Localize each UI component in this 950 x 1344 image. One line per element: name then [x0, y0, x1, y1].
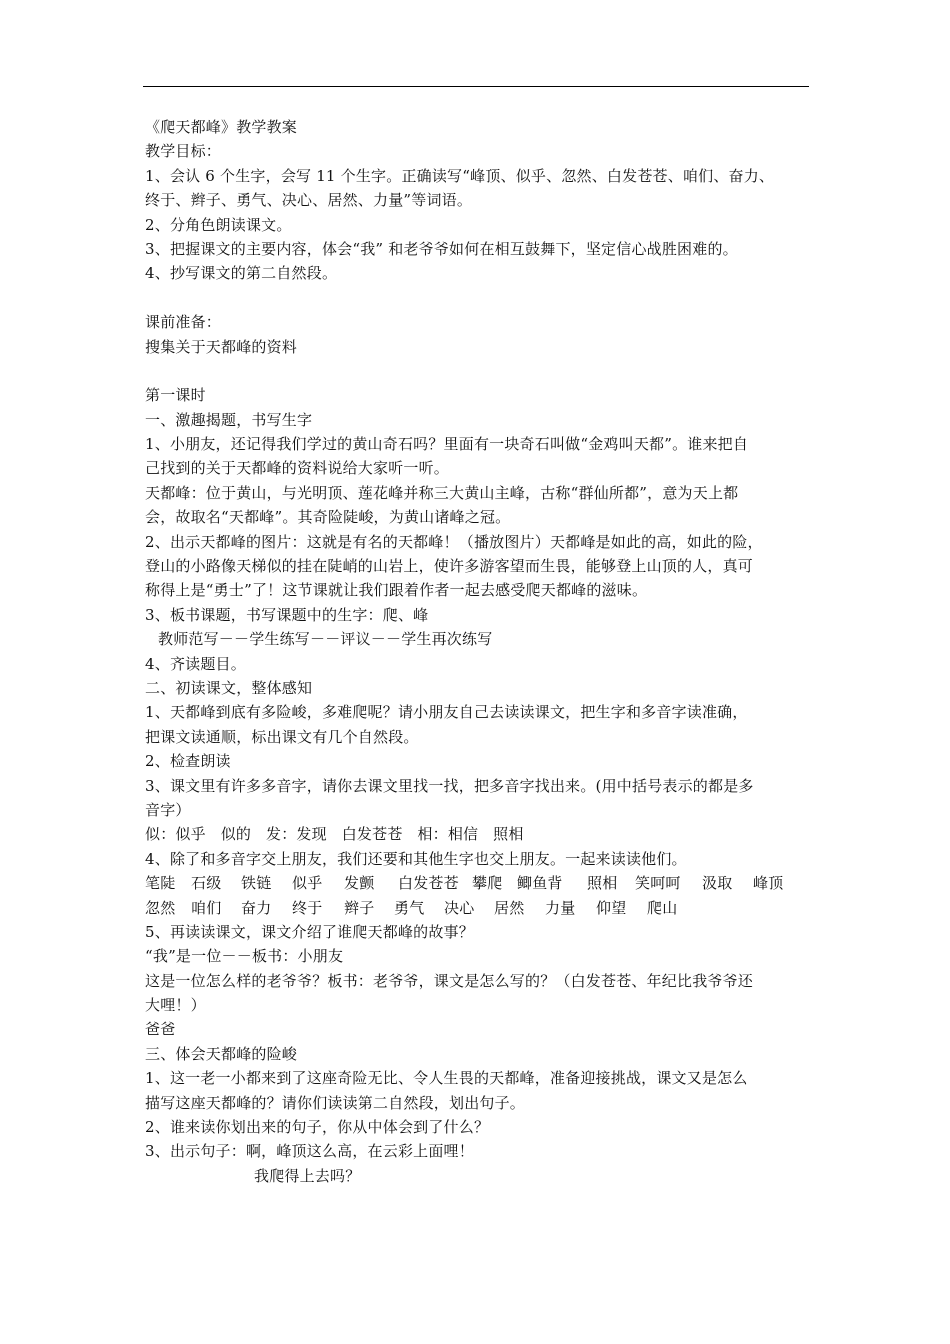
word-item: 爬山 — [647, 898, 678, 917]
word-item: 照相 — [587, 874, 618, 893]
s2-para-1-line-1: 1、天都峰到底有多险峻，多难爬呢？请小朋友自己去读读课文，把生字和多音字读准确， — [145, 703, 748, 722]
s2-para-5: 5、再读读课文，课文介绍了谁爬天都峰的故事？ — [145, 922, 474, 941]
s1-para-2-line-2: 会，故取名“天都峰”。其奇险陡峻，为黄山诸峰之冠。 — [145, 508, 511, 527]
word-item: 忽然 — [145, 898, 176, 917]
word-item: 勇气 — [394, 898, 425, 917]
goals-heading: 教学目标： — [145, 142, 222, 161]
s2-para-2: 2、检查朗读 — [145, 752, 231, 771]
word-item: 白发苍苍 — [398, 874, 459, 893]
s2-para-3-line-1: 3、课文里有许多多音字，请你去课文里找一找，把多音字找出来。(用中括号表示的都是多 — [145, 776, 754, 795]
s1-para-3-line-2: 登山的小路像天梯似的挂在陡峭的山岩上，使许多游客望而生畏，能够登上山顶的人，真可 — [145, 557, 754, 576]
blank-line — [145, 359, 809, 383]
word-item: 峰顶 — [753, 874, 784, 893]
word-item: 决心 — [444, 898, 475, 917]
word-item: 汲取 — [702, 874, 733, 893]
goal-3: 3、把握课文的主要内容，体会“我” 和老爷爷如何在相互鼓舞下，坚定信心战胜困难的。 — [145, 239, 738, 258]
word-item: 辫子 — [344, 898, 375, 917]
word-item: 发颤 — [344, 874, 375, 893]
s2-para-5-b-line-1: 这是一位怎么样的老爷爷？板书：老爷爷，课文是怎么写的？（白发苍苍、年纪比我爷爷还 — [145, 971, 754, 990]
s3-para-3: 3、出示句子：啊，峰顶这么高，在云彩上面哩！ — [145, 1142, 474, 1161]
polyphone-list: 似：似乎 似的 发：发现 白发苍苍 相：相信 照相 — [145, 825, 524, 844]
section-1-heading: 一、激趣揭题，书写生字 — [145, 410, 313, 429]
s1-para-3-line-1: 2、出示天都峰的图片：这就是有名的天都峰！（播放图片）天都峰是如此的高，如此的险， — [145, 532, 763, 551]
s2-para-5-c: 爸爸 — [145, 1020, 176, 1039]
s1-para-1-line-1: 1、小朋友，还记得我们学过的黄山奇石吗？里面有一块奇石叫做“金鸡叫天都”。谁来把自 — [145, 435, 749, 454]
document-body — [145, 115, 809, 1188]
header-rule — [143, 86, 809, 87]
s3-para-3-sub: 我爬得上去吗？ — [254, 1166, 361, 1185]
word-item: 奋力 — [241, 898, 272, 917]
word-item: 仰望 — [596, 898, 627, 917]
goal-1-line-2: 终于、辫子、勇气、决心、居然、力量”等词语。 — [145, 191, 473, 210]
blank-line — [145, 286, 809, 310]
word-item: 笑呵呵 — [635, 874, 681, 893]
s3-para-1-line-2: 描写这座天都峰的？请你们读读第二自然段，划出句子。 — [145, 1093, 526, 1112]
section-2-heading: 二、初读课文，整体感知 — [145, 678, 313, 697]
s2-para-5-b-line-2: 大哩！） — [145, 996, 206, 1015]
s1-para-3-line-3: 称得上是“勇士”了！这节课就让我们跟着作者一起去感受爬天都峰的滋味。 — [145, 581, 648, 600]
s2-para-4: 4、除了和多音字交上朋友，我们还要和其他生字也交上朋友。一起来读读他们。 — [145, 849, 687, 868]
document-title: 《爬天都峰》教学教案 — [145, 118, 298, 136]
word-item: 居然 — [494, 898, 525, 917]
s1-para-4-sub: 教师范写－－学生练写－－评议－－学生再次练写 — [158, 630, 493, 649]
word-item: 鲫鱼背 — [517, 874, 563, 893]
word-item: 咱们 — [191, 898, 222, 917]
word-item: 铁链 — [241, 874, 272, 893]
s1-para-1-line-2: 己找到的关于天都峰的资料说给大家听一听。 — [145, 459, 450, 478]
word-item: 笔陡 — [145, 874, 176, 893]
section-3-heading: 三、体会天都峰的险峻 — [145, 1044, 298, 1063]
s2-para-1-line-2: 把课文读通顺，标出课文有几个自然段。 — [145, 727, 419, 746]
lesson-heading: 第一课时 — [145, 386, 206, 405]
s2-para-5-a: “我”是一位－－板书：小朋友 — [145, 947, 344, 966]
word-item: 攀爬 — [472, 874, 503, 893]
word-list-row-2 — [145, 896, 809, 920]
word-item: 终于 — [292, 898, 323, 917]
s3-para-1-line-1: 1、这一老一小都来到了这座奇险无比、令人生畏的天都峰，准备迎接挑战，课文又是怎么 — [145, 1069, 748, 1088]
word-item: 石级 — [191, 874, 222, 893]
s3-para-2: 2、谁来读你划出来的句子，你从中体会到了什么？ — [145, 1118, 490, 1137]
prep-text: 搜集关于天都峰的资料 — [145, 337, 298, 356]
s1-para-4: 3、板书课题，书写课题中的生字：爬、峰 — [145, 605, 429, 624]
word-list-row-1 — [145, 871, 809, 895]
word-item: 似乎 — [292, 874, 323, 893]
s1-para-5: 4、齐读题目。 — [145, 654, 246, 673]
goal-2: 2、分角色朗读课文。 — [145, 215, 292, 234]
goal-1-line-1: 1、会认 6 个生字，会写 11 个生字。正确读写“峰顶、似乎、忽然、白发苍苍、咱们、奋力、 — [145, 166, 775, 185]
prep-heading: 课前准备： — [145, 313, 222, 332]
word-item: 力量 — [545, 898, 576, 917]
goal-4: 4、抄写课文的第二自然段。 — [145, 264, 338, 283]
s1-para-2-line-1: 天都峰：位于黄山，与光明顶、莲花峰并称三大黄山主峰，古称“群仙所都”，意为天上都 — [145, 483, 739, 502]
s2-para-3-line-2: 音字） — [145, 800, 191, 819]
